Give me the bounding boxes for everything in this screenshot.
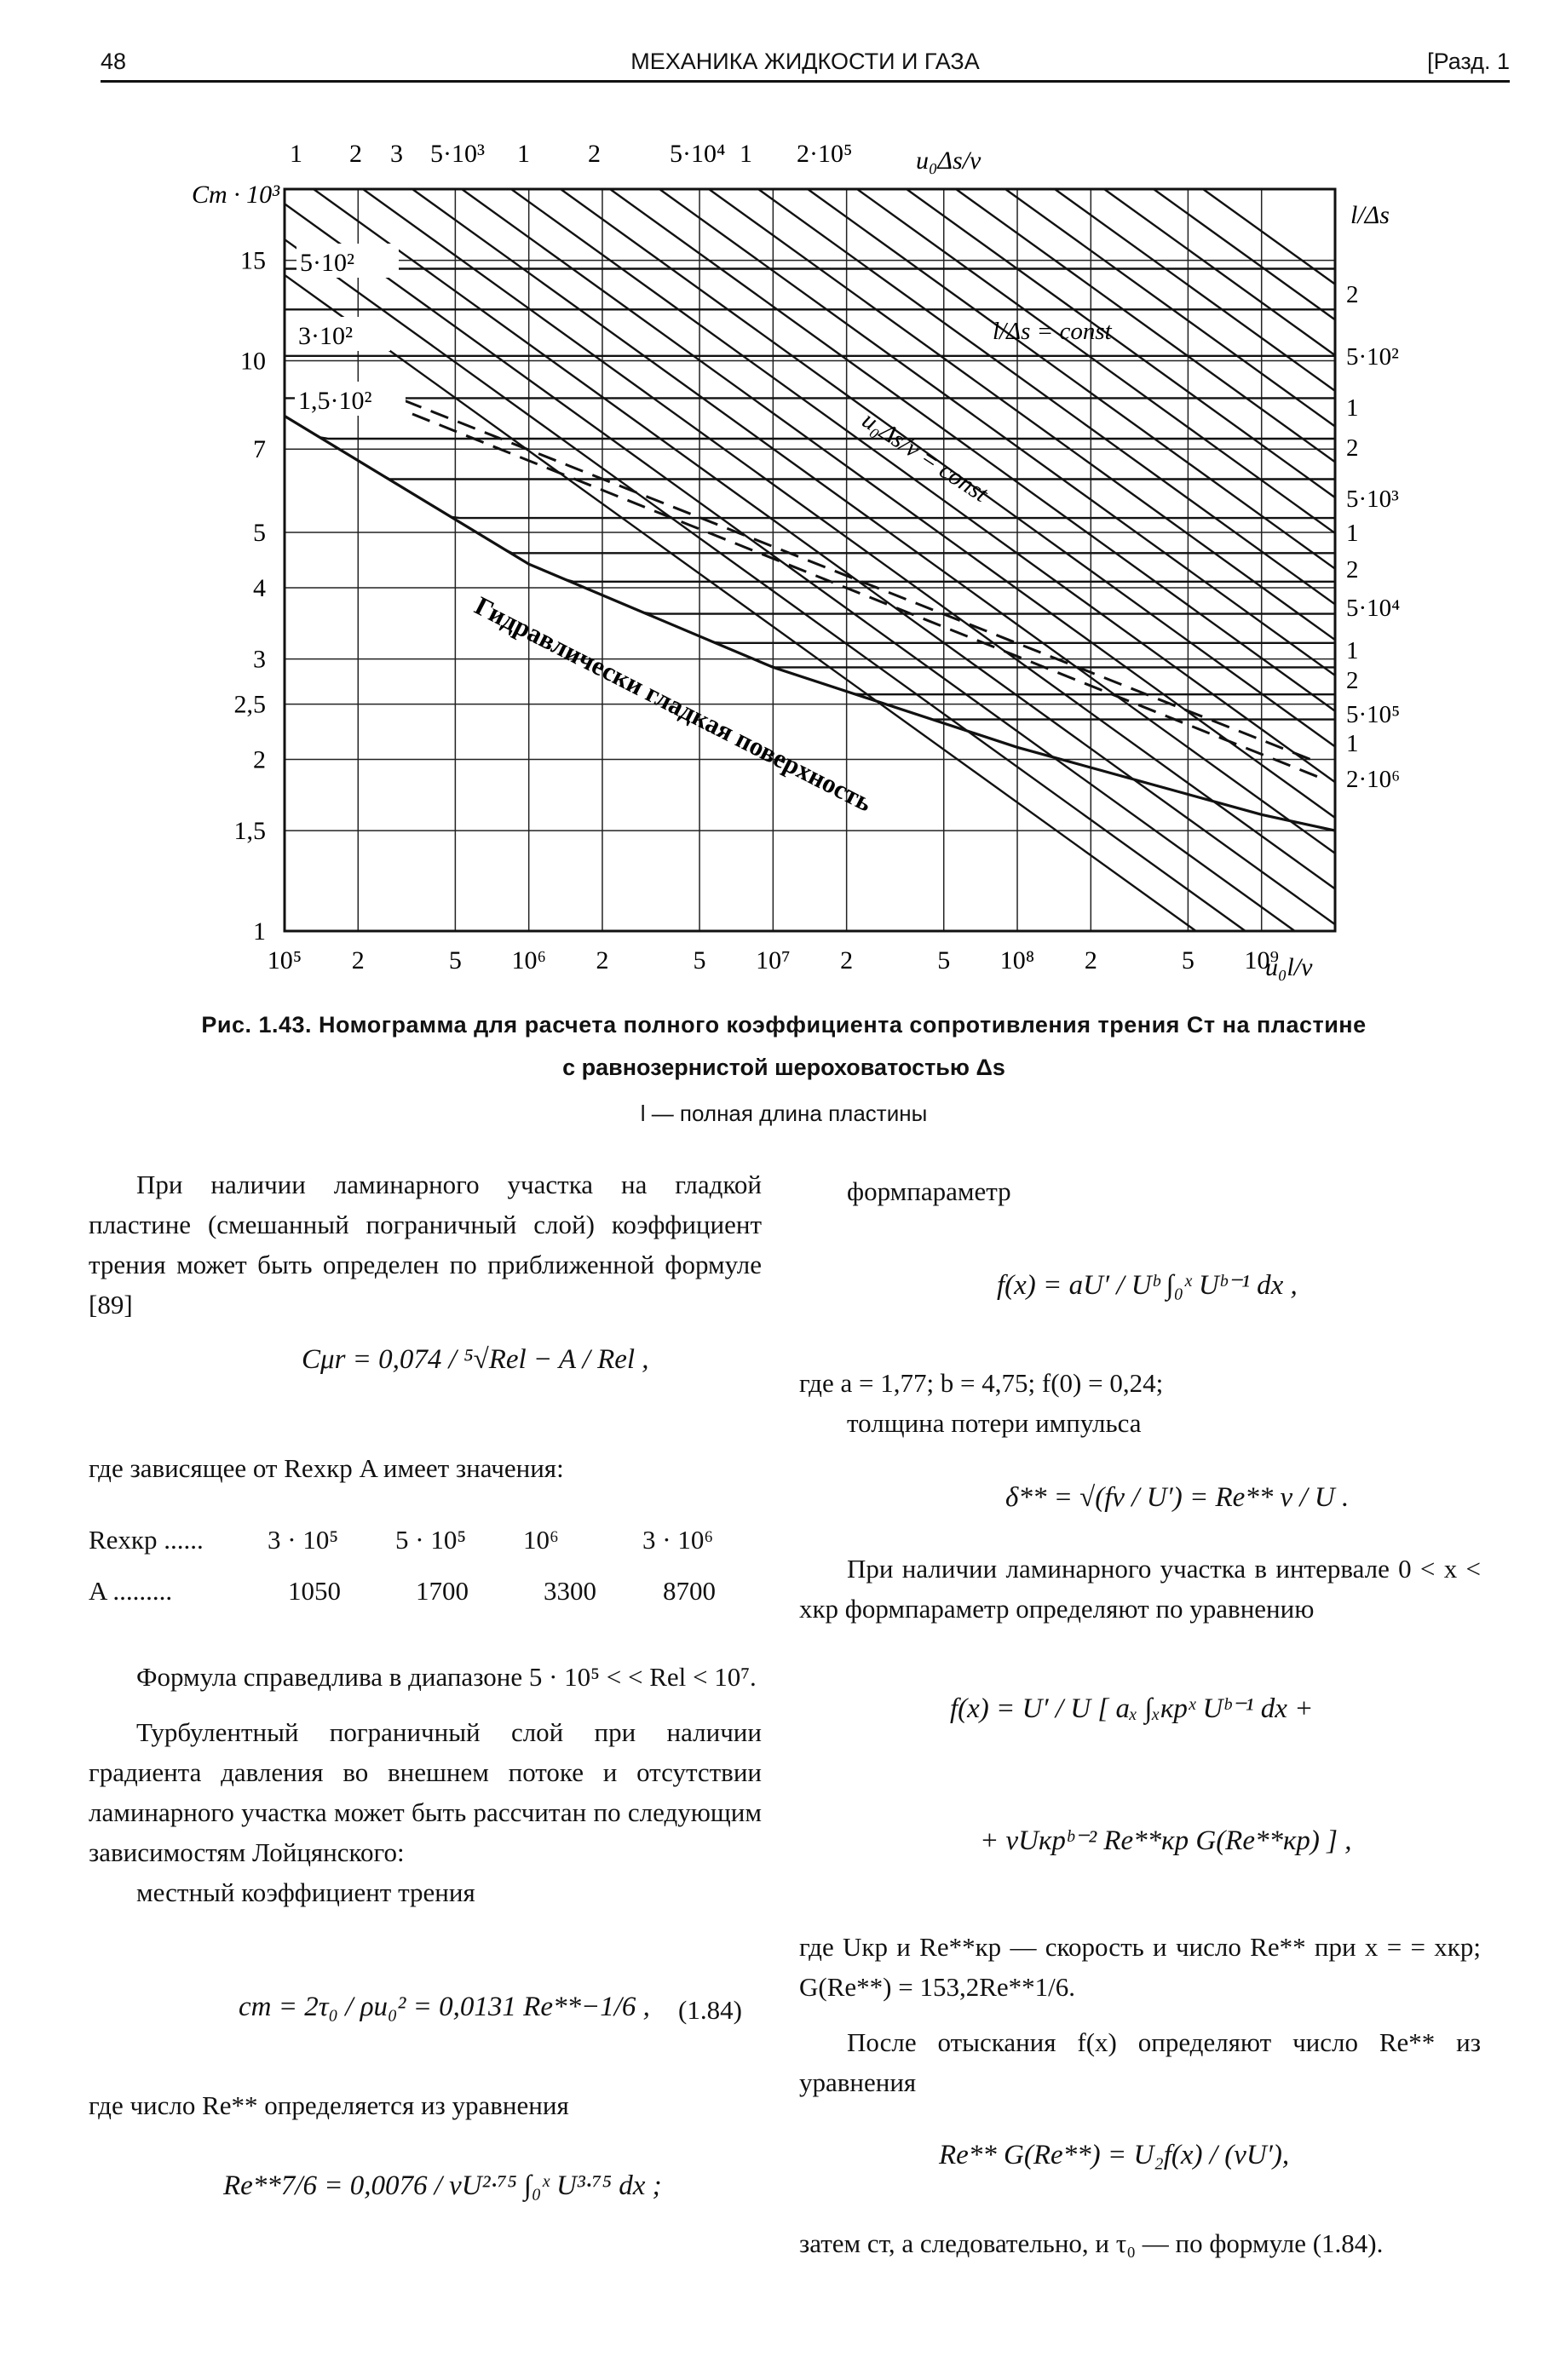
paragraph: где a = 1,77; b = 4,75; f(0) = 0,24;: [799, 1368, 1164, 1398]
x-top-tick-label: 5·10³: [430, 140, 485, 168]
paragraph: затем cт, а следовательно, и τ₀ — по формуле (1.84).: [799, 2228, 1384, 2258]
right-tick-label: 2: [1346, 434, 1359, 462]
figure-caption-title-2: с равнозернистой шероховатостью Δs: [562, 1055, 1005, 1080]
u-const-line: [610, 189, 1335, 711]
right-tick-label: 2·10⁶: [1346, 766, 1401, 793]
left-column: [89, 2085, 762, 2125]
right-tick-label: 2: [1346, 281, 1359, 308]
y-tick-label: 7: [253, 435, 266, 464]
roughness-curve: [285, 416, 1335, 719]
formula-re-g: Re** G(Re**) = U₂f(x) / (νU′),: [939, 2140, 1290, 2170]
left-label-300: 3·10²: [298, 322, 353, 350]
right-tick-label: 1: [1346, 730, 1359, 757]
y-tick-label: 5: [253, 519, 266, 548]
right-column: [799, 2223, 1481, 2263]
page-number: 48: [101, 49, 127, 74]
right-axis-title: l/Δs: [1350, 201, 1390, 229]
paragraph: При наличии ламинарного участка на гладкой пластине (смешанный пограничный слой) коэффициент трения может быть определен по приближенной формуле [89]: [89, 1170, 762, 1319]
y-tick-label: 2: [253, 745, 266, 774]
x-bottom-tick-label: 10⁵: [267, 946, 302, 974]
paragraph: Формула справедлива в диапазоне 5 · 10⁵ < < Rel < 10⁷.: [136, 1662, 757, 1692]
figure-caption-title: Рис. 1.43. Номограмма для расчета полного коэффициента сопротивления трения Cт на пластине: [201, 1012, 1367, 1038]
table-cell: 8700: [663, 1576, 716, 1606]
x-top-tick-label: 1: [740, 140, 752, 168]
nomogram-chart: [0, 0, 1560, 1014]
paragraph: Турбулентный пограничный слой при наличии градиента давления во внешнем потоке и отсутствии ламинарного участка может быть рассчитан по следующим зависимостям Лойцянского:: [89, 1717, 762, 1867]
x-bottom-tick-label: 10⁹: [1244, 946, 1279, 974]
paragraph: формпараметр: [847, 1176, 1011, 1206]
x-bottom-tick-label: 5: [448, 946, 462, 974]
y-tick-label: 4: [253, 573, 266, 602]
right-column: [799, 1171, 1481, 1211]
paragraph: толщина потери импульса: [847, 1408, 1142, 1438]
table-row-head: A .........: [89, 1576, 173, 1606]
y-tick-label: 1: [253, 917, 266, 946]
table-cell: 3 · 10⁶: [642, 1525, 714, 1555]
table-cell: 3 · 10⁵: [268, 1525, 339, 1555]
roughness-curve: [285, 416, 1335, 518]
u-const-line: [1005, 189, 1335, 427]
paragraph: где Uкр и Re**кр — скорость и число Re** при x = = xкр; G(Re**) = 153,2Re**1/6.: [799, 1932, 1481, 2002]
roughness-curve: [285, 416, 1335, 613]
y-tick-label: 15: [240, 246, 266, 275]
x-bottom-tick-label: 10⁶: [511, 946, 546, 974]
x-bottom-axis-title: u₀l/ν: [1265, 953, 1313, 981]
roughness-curve: [285, 416, 1335, 667]
table-cell: 10⁶: [523, 1525, 559, 1555]
u-const-line: [659, 189, 1335, 675]
table-row: [89, 1525, 745, 1555]
boundary-dashed-line: [412, 414, 1318, 777]
u-const-line: [285, 204, 1295, 931]
x-top-tick-label: 5·10⁴: [670, 140, 726, 168]
left-label-500: 5·10²: [300, 249, 354, 277]
x-top-tick-label: 2·10⁵: [797, 140, 853, 168]
x-top-axis-title: u₀Δs/ν: [916, 147, 981, 175]
u-const-line: [1104, 189, 1335, 355]
x-top-tick-labels: [290, 140, 852, 168]
x-bottom-tick-label: 2: [840, 946, 854, 974]
section-label: [Разд. 1: [1427, 49, 1510, 74]
u-const-line: [285, 275, 1196, 931]
formula-re: Re**7/6 = 0,0076 / νU²·⁷⁵ ∫₀ˣ U³·⁷⁵ dx ;: [223, 2170, 662, 2201]
x-bottom-tick-label: 5: [693, 946, 706, 974]
running-title: МЕХАНИКА ЖИДКОСТИ И ГАЗА: [630, 49, 980, 74]
chart-curves: [285, 189, 1335, 931]
x-bottom-tick-label: 10⁸: [999, 946, 1035, 974]
paragraph: где зависящее от Rexкр A имеет значения:: [89, 1453, 564, 1483]
paragraph: где число Re** определяется из уравнения: [89, 2090, 569, 2120]
y-tick-label: 3: [253, 645, 266, 674]
x-top-tick-label: 3: [390, 140, 403, 168]
u-const-line: [808, 189, 1335, 569]
x-bottom-tick-label: 2: [1084, 946, 1097, 974]
formula-delta: δ** = √(fν / U′) = Re** ν / U .: [1005, 1482, 1350, 1513]
u-const-line: [462, 189, 1335, 818]
right-tick-label: 5·10³: [1346, 486, 1399, 513]
left-column: [89, 1164, 762, 1325]
u-const-line: [314, 189, 1335, 924]
right-tick-label: 2: [1346, 556, 1359, 584]
x-top-tick-label: 1: [290, 140, 302, 168]
table-row-head: Rexкр ......: [89, 1525, 204, 1555]
table-row: [89, 1576, 765, 1607]
formula-cmu: Cμr = 0,074 / ⁵√Rel − A / Rel ,: [302, 1344, 649, 1375]
u-const-line: [412, 189, 1335, 854]
y-tick-labels: [234, 247, 267, 946]
x-top-tick-label: 1: [517, 140, 530, 168]
right-tick-labels: [1346, 281, 1400, 793]
figure-caption-note: l — полная длина пластины: [640, 1101, 928, 1126]
left-label-150: 1,5·10²: [298, 387, 372, 415]
paragraph: При наличии ламинарного участка в интервале 0 < x < xкр формпараметр определяют по уравнению: [799, 1554, 1481, 1624]
x-top-tick-label: 2: [588, 140, 601, 168]
formula-fx-laminar-2: + νUкрᵇ⁻² Re**кр G(Re**кр) ] ,: [980, 1825, 1352, 1856]
formula-fx: f(x) = aU′ / Uᵇ ∫₀ˣ Uᵇ⁻¹ dx ,: [997, 1270, 1298, 1301]
right-tick-label: 5·10²: [1346, 343, 1399, 371]
right-column: [799, 1549, 1481, 1629]
y-tick-label: 1,5: [233, 817, 266, 846]
x-bottom-tick-label: 2: [351, 946, 365, 974]
x-bottom-tick-label: 10⁷: [756, 946, 791, 974]
table-cell: 1700: [416, 1576, 469, 1606]
u-const-line: [758, 189, 1335, 604]
y-tick-label: 10: [240, 347, 266, 376]
left-column: [89, 1657, 762, 1912]
table-cell: 3300: [544, 1576, 596, 1606]
paragraph: местный коэффициент трения: [136, 1877, 475, 1907]
u-const-line: [1154, 189, 1335, 319]
left-column: [89, 1448, 762, 1488]
right-column: [799, 1363, 1481, 1443]
x-top-tick-label: 2: [349, 140, 362, 168]
right-column: [799, 1927, 1481, 2102]
annotation-l-const: l/Δs = const: [993, 318, 1112, 345]
paragraph: После отыскания f(x) определяют число Re** из уравнения: [799, 2027, 1481, 2097]
x-bottom-tick-label: 2: [596, 946, 609, 974]
right-tick-label: 1: [1346, 637, 1359, 664]
right-tick-label: 2: [1346, 667, 1359, 694]
table-cell: 5 · 10⁵: [395, 1525, 467, 1555]
table-cell: 1050: [288, 1576, 341, 1606]
right-tick-label: 5·10⁴: [1346, 595, 1401, 622]
x-bottom-tick-labels: [268, 946, 1279, 974]
right-tick-label: 5·10⁵: [1346, 701, 1401, 728]
u-const-line: [1203, 189, 1335, 285]
equation-number: (1.84): [678, 1995, 742, 2025]
y-axis-title: Cт · 10³: [192, 181, 280, 209]
annotation-u-const: u₀Δs/ν = const: [857, 406, 993, 508]
y-tick-label: 2,5: [233, 690, 266, 719]
roughness-curve: [285, 416, 1335, 642]
formula-fx-laminar-1: f(x) = U′ / U [ aₓ ∫ₓкрˣ Uᵇ⁻¹ dx +: [950, 1693, 1314, 1724]
x-bottom-tick-label: 5: [937, 946, 951, 974]
annotation-smooth-surface: Гидравлически гладкая поверхность: [469, 590, 878, 818]
right-tick-label: 1: [1346, 520, 1359, 547]
x-bottom-tick-label: 5: [1181, 946, 1194, 974]
formula-ct: cт = 2τ₀ / ρu₀² = 0,0131 Re**−1/6 ,: [239, 1992, 650, 2022]
u-const-line: [709, 189, 1335, 640]
right-tick-label: 1: [1346, 394, 1359, 422]
